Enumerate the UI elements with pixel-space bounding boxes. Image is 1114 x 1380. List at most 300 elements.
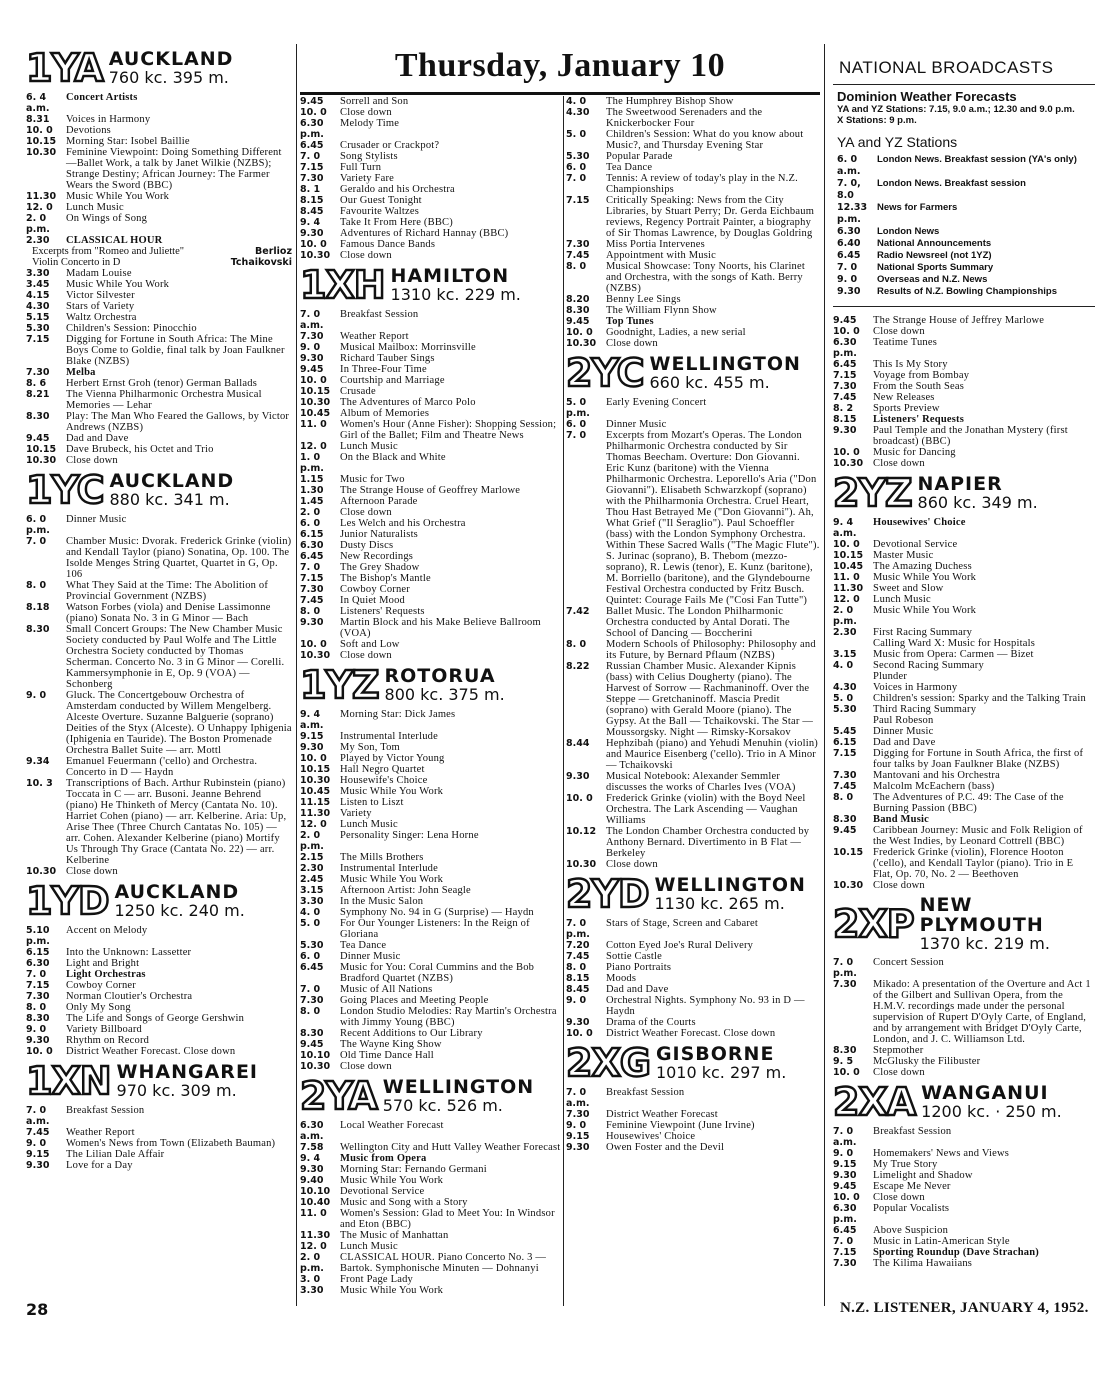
time-slot: 11.30 (300, 1230, 331, 1241)
programme-title: Piano Portraits (606, 962, 672, 973)
schedule-row (833, 682, 1095, 693)
programme-title: Hephzibah (piano) and Yehudi Menuhin (violin) and Maurice Eisenberg ('cello). Trio in A Minor — Tchaikovski (606, 738, 818, 771)
time-slot: 9.30 (566, 771, 590, 782)
schedule-row (26, 1035, 292, 1046)
programme-title: Dad and Dave (66, 433, 129, 444)
national-row (833, 154, 1095, 178)
time-slot: 2.30 (26, 235, 50, 246)
time-slot: 9. 0 (833, 1148, 854, 1159)
schedule-row (566, 195, 820, 239)
schedule-row (300, 764, 562, 775)
programme-title: Mikado: A presentation of the Overture and Act 1 of the Gilbert and Sullivan Opera, from the H.M.V. recordings made under the personal supervision of Rupert D'Oyly Carte, of England, and by arrangement with Bridget D'Oyly Carte, London, and J. C. Williamson Ltd. (873, 979, 1091, 1045)
programme-title: Rhythm on Record (66, 1035, 150, 1046)
schedule-row (300, 397, 562, 408)
schedule-row (566, 639, 820, 661)
time-slot: 6. 4 a.m. (26, 92, 50, 114)
schedule-row (300, 540, 562, 551)
programme-title: Music from Opera: Carmen — Bizet (873, 649, 1034, 660)
station-frequency: 1200 kc. · 250 m. (921, 1102, 1062, 1121)
time-slot: 7.15 (26, 980, 50, 991)
schedule-row (833, 539, 1095, 550)
programme-title: Voices in Harmony (66, 114, 151, 125)
station-frequency: 970 kc. 309 m. (116, 1081, 237, 1100)
time-slot: 7. 0 a.m. (833, 1126, 857, 1148)
schedule-row (26, 433, 292, 444)
schedule-row (300, 874, 562, 885)
time-slot: 5.45 (833, 726, 857, 737)
programme-title: Critically Speaking: News from the City Libraries, by Stuart Perry; Dr. Gerda Eichbaum reviews, Regency Portrait Painter, a biography of Sir Thomas Lawrence, by Douglas Goldring (606, 195, 815, 239)
time-slot: 9.30 (300, 1164, 324, 1175)
schedule-row (300, 452, 562, 474)
programme-title: Housewives' Choice (606, 1131, 696, 1142)
schedule-row (833, 1203, 1095, 1225)
schedule-row (300, 742, 562, 753)
station-call-sign: 2XG (566, 1041, 650, 1085)
schedule-row (300, 1186, 562, 1197)
programme-title: Stepmother (873, 1045, 924, 1056)
time-slot: 6. 0 a.m. (837, 154, 861, 177)
schedule-row (833, 1225, 1095, 1236)
schedule-row (300, 309, 562, 331)
programme-title: Wellington City and Hutt Valley Weather Forecast (340, 1142, 561, 1153)
station-frequency: 1010 kc. 297 m. (655, 1063, 787, 1082)
time-slot: 10.30 (300, 775, 331, 786)
programme-title: Feminine Viewpoint (June Irvine) (606, 1120, 755, 1131)
schedule-row (26, 756, 292, 778)
time-slot: 9.45 (833, 825, 857, 836)
schedule-row (26, 312, 292, 323)
programme-title: Our Guest Tonight (340, 195, 422, 206)
programme-title: Melba (66, 367, 96, 378)
programme-title: On Wings of Song (66, 213, 148, 224)
station-city: WHANGAREI (116, 1061, 258, 1083)
programme-title: Musical Showcase: Tony Noorts, his Clarinet and Orchestra, with the songs of Kath. Berry (NZBS) (606, 261, 805, 294)
time-slot: 5.30 (833, 704, 857, 715)
programme-title: Dusty Discs (340, 540, 394, 551)
schedule-row (300, 896, 562, 907)
programme-title: Breakfast Session (66, 1105, 145, 1116)
programme-title: Close down (66, 455, 118, 466)
programme-title: The Life and Songs of George Gershwin (66, 1013, 245, 1024)
programme-title: Full Turn (340, 162, 382, 173)
programme-title: Madam Louise (66, 268, 132, 279)
time-slot: 6.15 (300, 529, 324, 540)
station-call-sign: 2YZ (833, 471, 912, 515)
station-info (650, 354, 801, 392)
schedule-row (300, 1039, 562, 1050)
programme-title: Concert Session (873, 957, 944, 968)
schedule-row (566, 661, 820, 738)
time-slot: 6.15 (833, 737, 857, 748)
programme-title: Geraldo and his Orchestra (340, 184, 455, 195)
station-info (115, 882, 245, 920)
programme-title: Richard Tauber Sings (340, 353, 435, 364)
time-slot: 6.30 p.m. (833, 1203, 857, 1225)
station-header (833, 895, 1095, 953)
schedule-row (833, 1148, 1095, 1159)
schedule-row (566, 1028, 820, 1039)
programme-title: Modern Schools of Philosophy: Philosophy and its Future, by Bernard Pflaum (NZBS) (606, 639, 816, 661)
time-slot (833, 715, 873, 726)
time-slot: 9.15 (26, 1149, 50, 1160)
time-slot: 9. 4 (300, 217, 321, 228)
programme-title: National Announcements (877, 238, 992, 249)
time-slot: 12.33 p.m. (837, 202, 868, 225)
time-slot: 2.30 (833, 627, 857, 638)
programme-title: Escape Me Never (873, 1181, 951, 1192)
time-slot: 10.30 (300, 650, 331, 661)
programme-title: Dinner Music (340, 951, 401, 962)
programme-title: Music While You Work (873, 605, 977, 616)
programme-title: Dad and Dave (873, 737, 936, 748)
station-continued (300, 96, 562, 261)
programme-title: Lunch Music (340, 819, 398, 830)
programme-title: The Amazing Duchess (873, 561, 972, 572)
time-slot: 10.10 (300, 1186, 331, 1197)
time-slot: 8.30 (300, 1028, 324, 1039)
station-info (117, 1062, 258, 1100)
station-header (300, 1076, 562, 1116)
schedule-row (833, 1126, 1095, 1148)
programme-title: Frederick Grinke (violin) with the Boyd Neel Orchestra. The Lark Ascending — Vaughan Williams (606, 793, 806, 826)
time-slot: 9.45 (26, 433, 50, 444)
time-slot: 4. 0 (566, 96, 587, 107)
time-slot: 9.30 (26, 1035, 50, 1046)
time-slot: 5. 0 (566, 129, 587, 140)
time-slot: 11.30 (833, 583, 864, 594)
programme-title: My True Story (873, 1159, 938, 1170)
programme-title: Moods (606, 973, 637, 984)
programme-title: Benny Lee Sings (606, 294, 681, 305)
time-slot: 12. 0 (833, 594, 860, 605)
programme-title: Appointment with Music (606, 250, 716, 261)
schedule-row (566, 338, 820, 349)
schedule-row (300, 1208, 562, 1230)
time-slot: 4.30 (566, 107, 590, 118)
time-slot: 10. 0 (833, 539, 860, 550)
station-city: WANGANUI (921, 1082, 1049, 1104)
programme-title: Breakfast Session (340, 309, 419, 320)
programme-title: Cowboy Corner (340, 584, 410, 595)
time-slot: 9. 0 (837, 274, 858, 285)
programme-title: The Sweetwood Serenaders and the Knickerbocker Four (606, 107, 763, 129)
station-info (109, 49, 234, 87)
programme-title: Dinner Music (66, 514, 127, 525)
station-call-sign: 2XP (833, 902, 914, 946)
schedule-row (833, 1170, 1095, 1181)
time-slot: 9.45 (833, 1181, 857, 1192)
schedule-row (833, 1181, 1095, 1192)
schedule-row (833, 337, 1095, 359)
programme-title: Adventures of Richard Hannay (BBC) (340, 228, 509, 239)
station-1XH (300, 265, 562, 661)
time-slot: 9.45 (300, 96, 324, 107)
schedule-row (300, 118, 562, 140)
time-slot: 5.15 (26, 312, 50, 323)
programme-title: Limelight and Shadow (873, 1170, 973, 1181)
programme-title: Music in Latin-American Style (873, 1236, 1010, 1247)
station-city: AUCKLAND (109, 470, 235, 492)
schedule-row (566, 129, 820, 151)
programme-title: Breakfast Session (873, 1126, 952, 1137)
time-slot: 7.30 (26, 367, 50, 378)
programme-title: Waltz Orchestra (66, 312, 137, 323)
schedule-row (300, 96, 562, 107)
programme-title: The Adventures of P.C. 49: The Case of the Burning Passion (BBC) (873, 792, 1064, 814)
station-2YC (566, 353, 820, 870)
weather-heading: Dominion Weather Forecasts (837, 89, 1017, 104)
time-slot: 8. 0 (566, 962, 587, 973)
programme-title: CLASSICAL HOUR (66, 235, 163, 246)
schedule-row (26, 1138, 292, 1149)
programme-title: Close down (873, 458, 925, 469)
time-slot: 8.30 (566, 305, 590, 316)
schedule-row (300, 1153, 562, 1164)
programme-title: Hall Negro Quartet (340, 764, 425, 775)
time-slot: 3.30 (300, 896, 324, 907)
programme-title: Les Welch and his Orchestra (340, 518, 466, 529)
time-slot: 8.45 (300, 206, 324, 217)
time-slot: 7.15 (833, 1247, 857, 1258)
station-info (385, 666, 505, 704)
programme-title: Music for You: Coral Cummins and the Bob Bradford Quartet (NZBS) (340, 962, 535, 984)
programme-title: Variety Fare (340, 173, 395, 184)
programme-title: On the Black and White (340, 452, 446, 463)
schedule-row (300, 606, 562, 617)
time-slot: 12. 0 (300, 819, 327, 830)
schedule-row (833, 880, 1095, 891)
programme-title: District Weather Forecast (606, 1109, 718, 1120)
schedule-row (300, 819, 562, 830)
schedule-row (26, 980, 292, 991)
schedule-row (833, 1159, 1095, 1170)
national-row (833, 250, 1095, 262)
schedule-row (300, 1028, 562, 1039)
time-slot: 10. 0 (26, 125, 53, 136)
programme-title: Soft and Low (340, 639, 400, 650)
time-slot: 6.45 (837, 250, 861, 261)
schedule-row (300, 1142, 562, 1153)
programme-title: My Son, Tom (340, 742, 400, 753)
time-slot: 10.10 (300, 1050, 331, 1061)
schedule-row (833, 671, 1095, 682)
time-slot: 6.15 (26, 947, 50, 958)
schedule-row (26, 514, 292, 536)
time-slot: 10.15 (300, 764, 331, 775)
programme-title: Morning Star: Isobel Baillie (66, 136, 190, 147)
time-slot: 7. 0 (300, 151, 321, 162)
schedule-row (833, 326, 1095, 337)
schedule-row (566, 1017, 820, 1028)
time-slot: 10.30 (26, 455, 57, 466)
banner-rule (300, 92, 820, 95)
time-slot: 10.15 (26, 444, 57, 455)
station-frequency: 1250 kc. 240 m. (114, 901, 245, 920)
schedule-row (26, 1149, 292, 1160)
time-slot: 7.15 (300, 573, 324, 584)
time-slot: 10. 0 (300, 639, 327, 650)
schedule-row (566, 962, 820, 973)
time-slot: 5.30 (26, 323, 50, 334)
schedule-row (300, 1252, 562, 1274)
programme-title: Music While You Work (66, 191, 170, 202)
time-slot: 8. 0 (833, 792, 854, 803)
station-1YZ (300, 665, 562, 1072)
time-slot: 8.45 (566, 984, 590, 995)
programme-title: Sweet and Slow (873, 583, 944, 594)
time-slot: 11.15 (300, 797, 331, 808)
programme-title: Children's session: Sparky and the Talking Train (873, 693, 1086, 704)
time-slot: 10.40 (300, 1197, 331, 1208)
time-slot: 6.45 (300, 962, 324, 973)
schedule-row (833, 770, 1095, 781)
composer: Tchaikovski (230, 257, 292, 268)
station-2YD (566, 874, 820, 1039)
schedule-row (833, 594, 1095, 605)
time-slot: 7. 0 (300, 562, 321, 573)
programme-title: Close down (606, 338, 658, 349)
programme-title: District Weather Forecast. Close down (606, 1028, 776, 1039)
schedule-row (26, 367, 292, 378)
programme-title: Women's News from Town (Elizabeth Bauman) (66, 1138, 276, 1149)
programme-title: Victor Silvester (66, 290, 135, 301)
column-divider (824, 44, 825, 1306)
schedule-row (300, 250, 562, 261)
schedule-row (300, 474, 562, 485)
programme-title: Crusader or Crackpot? (340, 140, 440, 151)
programme-title: McGlusky the Filibuster (873, 1056, 981, 1067)
schedule-row (566, 771, 820, 793)
programme-title: Famous Dance Bands (340, 239, 436, 250)
programme-title: Digging for Fortune in South Africa: The Mine Boys Come to Goldie, final talk by Joan Faulkner Blake (NZBS) (66, 334, 285, 367)
programme-title: Afternoon Parade (340, 496, 418, 507)
time-slot: 10. 0 (833, 1067, 860, 1078)
schedule-row (566, 397, 820, 419)
schedule-row (566, 162, 820, 173)
schedule-row (300, 206, 562, 217)
station-2XA (833, 1082, 1095, 1269)
schedule-row (566, 250, 820, 261)
time-slot: 8. 0 (566, 639, 587, 650)
schedule-row (26, 536, 292, 580)
programme-title: Sottie Castle (606, 951, 662, 962)
schedule-row (26, 290, 292, 301)
programme-title: Light Orchestras (66, 969, 146, 980)
station-2XG (566, 1043, 820, 1153)
programme-title: Overseas and N.Z. News (877, 274, 988, 285)
programme-title: Goodnight, Ladies, a new serial (606, 327, 746, 338)
schedule-row (26, 279, 292, 290)
time-slot: 3.15 (300, 885, 324, 896)
programme-title: The Bishop's Mantle (340, 573, 431, 584)
station-call-sign: 2YA (300, 1074, 377, 1118)
station-call-sign: 1YD (26, 879, 109, 923)
station-city: NEW PLYMOUTH (919, 894, 1044, 936)
yayz-heading: YA and YZ Stations (837, 134, 958, 150)
time-slot: 6.45 (300, 140, 324, 151)
column-divider (296, 44, 297, 1306)
time-slot: 8.22 (566, 661, 590, 672)
programme-title: Stars of Stage, Screen and Cabaret (606, 918, 759, 929)
time-slot: 3.30 (300, 1285, 324, 1296)
schedule-row (833, 627, 1095, 638)
schedule-row (300, 331, 562, 342)
schedule-row (300, 863, 562, 874)
station-header (833, 473, 1095, 513)
time-slot: 9. 4 a.m. (833, 517, 857, 539)
schedule-row (566, 173, 820, 195)
time-slot (833, 638, 873, 649)
schedule-row (833, 737, 1095, 748)
schedule-row (566, 940, 820, 951)
programme-title: Personality Singer: Lena Horne (340, 830, 479, 841)
time-slot: 10.12 (566, 826, 597, 837)
programme-title: Dinner Music (606, 419, 667, 430)
programme-title: Only My Song (66, 1002, 131, 1013)
schedule-row (300, 162, 562, 173)
programme-title: Children's Session: What do you know about Music?, and Thursday Evening Star (606, 129, 804, 151)
schedule-row (26, 866, 292, 877)
programme-title: Close down (873, 880, 925, 891)
time-slot: 6.30 a.m. (300, 1120, 324, 1142)
programme-title: Paul Temple and the Jonathan Mystery (first broadcast) (BBC) (873, 425, 1068, 447)
programme-title: Local Weather Forecast (340, 1120, 444, 1131)
station-header (26, 48, 292, 88)
station-continued (833, 315, 1095, 469)
time-slot: 6.30 p.m. (833, 337, 857, 359)
time-slot: 9.15 (833, 1159, 857, 1170)
programme-title: Homemakers' News and Views (873, 1148, 1010, 1159)
schedule-row (566, 984, 820, 995)
time-slot: 7. 0 a.m. (300, 309, 324, 331)
schedule-row (26, 114, 292, 125)
schedule-row (300, 617, 562, 639)
time-slot: 9.30 (300, 353, 324, 364)
time-slot: 5. 0 (833, 693, 854, 704)
time-slot: 10. 0 (566, 793, 593, 804)
station-call-sign: 1XH (300, 263, 385, 307)
programme-title: Devotions (66, 125, 111, 136)
station-frequency: 800 kc. 375 m. (384, 685, 505, 704)
schedule-row (833, 561, 1095, 572)
work-title: Violin Concerto in D (32, 257, 121, 268)
time-slot: 9.15 (300, 731, 324, 742)
time-slot: 6. 0 p.m. (26, 514, 50, 536)
schedule-row (300, 375, 562, 386)
programme-title: Voices in Harmony (873, 682, 958, 693)
schedule-row (26, 334, 292, 367)
national-row (833, 202, 1095, 226)
schedule-row (833, 979, 1095, 1045)
station-header (26, 881, 292, 921)
schedule-row (566, 1109, 820, 1120)
schedule-row (566, 995, 820, 1017)
schedule-row (26, 147, 292, 191)
programme-title: Sporting Roundup (Dave Strachan) (873, 1247, 1039, 1258)
time-slot: 10.45 (300, 408, 331, 419)
time-slot: 8.30 (833, 1045, 857, 1056)
programme-title: Crusade (340, 386, 376, 397)
programme-title: Junior Naturalists (340, 529, 418, 540)
schedule-row (833, 1258, 1095, 1269)
schedule-row (566, 1131, 820, 1142)
programme-title: New Releases (873, 392, 935, 403)
time-slot: 9.30 (566, 1017, 590, 1028)
station-info (920, 895, 1095, 953)
time-slot: 10.30 (26, 866, 57, 877)
schedule-row (26, 1024, 292, 1035)
schedule-row (833, 847, 1095, 880)
